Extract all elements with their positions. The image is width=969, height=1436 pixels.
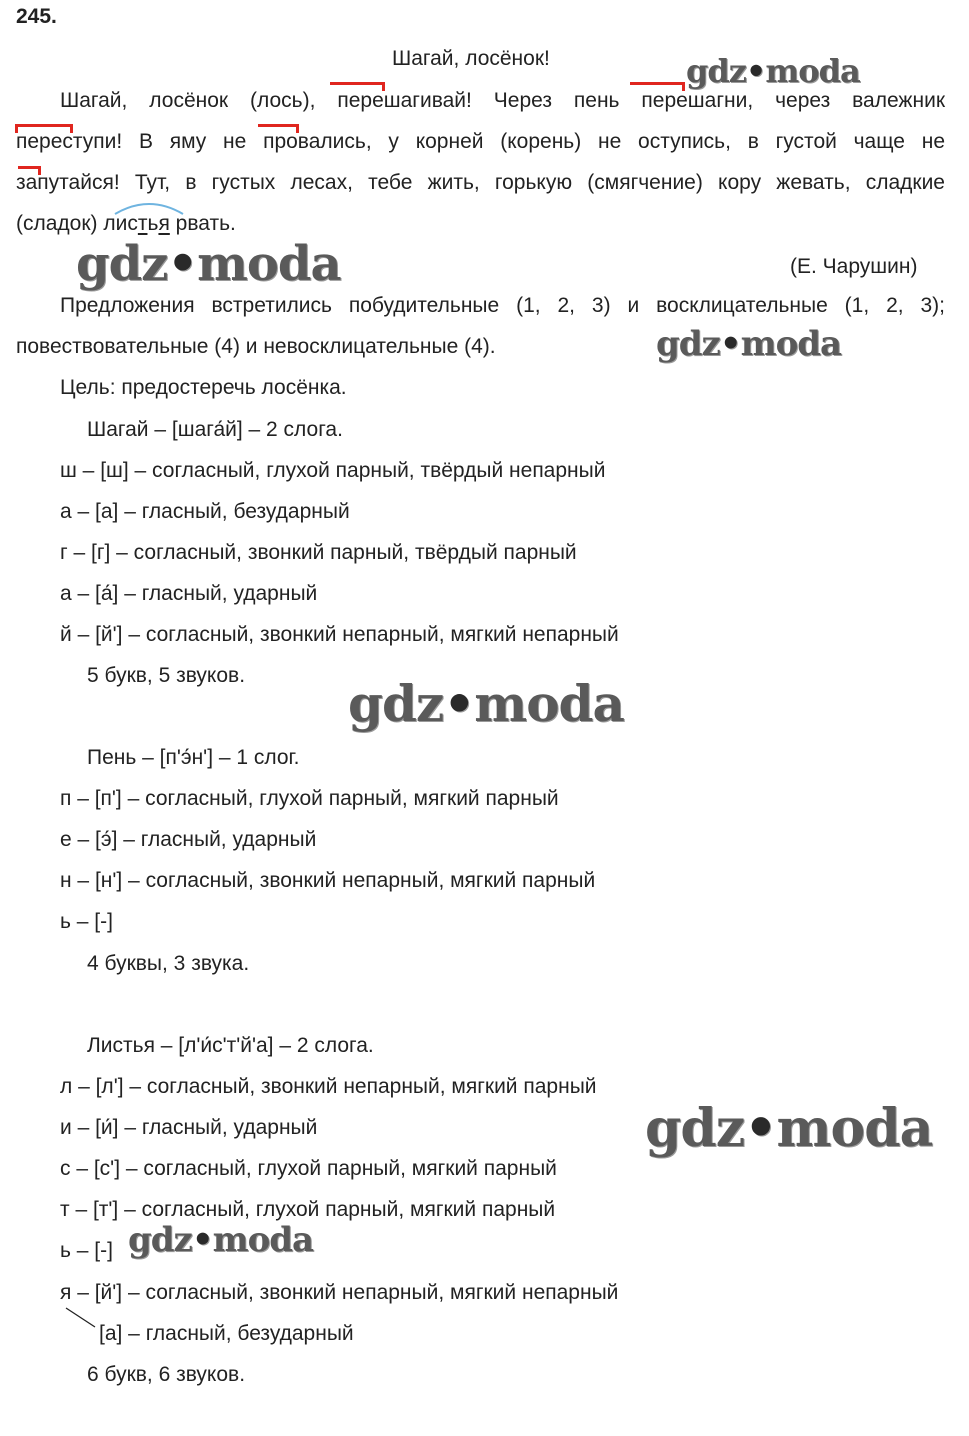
word3-extra: [а] – гласный, безударный — [99, 1322, 354, 1345]
word2-row: ь – [-] — [60, 910, 113, 933]
word3-row: т – [т'] – согласный, глухой парный, мягкий парный — [60, 1198, 556, 1221]
branch-line — [64, 1306, 98, 1330]
word1-header: Шагай – [шага́й] – 2 слога. — [87, 418, 343, 441]
text-part: (сладок) лис — [16, 212, 138, 235]
text-part: рвать. — [169, 212, 236, 235]
task-number: 245. — [16, 5, 57, 28]
word3-total: 6 букв, 6 звуков. — [87, 1363, 246, 1386]
watermark: gdz•moda — [645, 1098, 933, 1159]
word3-row: я – [й'] – согласный, звонкий непарный, мягкий непарный — [60, 1281, 619, 1304]
word1-row: а – [а́] – гласный, ударный — [60, 582, 318, 605]
watermark: gdz•moda — [656, 324, 842, 364]
watermark: gdz•moda — [348, 674, 624, 733]
word3-header: Листья – [л'и́с'т'й'а] – 2 слога. — [87, 1034, 374, 1057]
word2-header: Пень – [п'э́н'] – 1 слог. — [87, 746, 300, 769]
word1-row: й – [й'] – согласный, звонкий непарный, мягкий непарный — [60, 623, 619, 646]
word2-row: п – [п'] – согласный, глухой парный, мягкий парный — [60, 787, 559, 810]
text-line-1: Шагай, лосёнок (лось), перешагивай! Через пень перешагни, через валежник — [60, 89, 945, 112]
underlined-letter: т — [137, 212, 148, 235]
word1-total: 5 букв, 5 звуков. — [87, 664, 246, 687]
author: (Е. Чарушин) — [790, 255, 918, 278]
word3-row: с – [с'] – согласный, глухой парный, мягкий парный — [60, 1157, 557, 1180]
text-part: ь — [147, 212, 159, 235]
word2-total: 4 буквы, 3 звука. — [87, 952, 250, 975]
watermark: gdz•moda — [686, 52, 860, 90]
underlined-letter: я — [158, 212, 170, 235]
word3-row: л – [л'] – согласный, звонкий непарный, мягкий парный — [60, 1075, 597, 1098]
goal: Цель: предостеречь лосёнка. — [60, 376, 347, 399]
text-line-2: переступи! В яму не провались, у корней (корень) не оступись, в густой чаще не — [16, 130, 945, 153]
text-title: Шагай, лосёнок! — [392, 47, 550, 70]
analysis-line-2: повествовательные (4) и невосклицательные (4). — [16, 335, 496, 358]
word2-row: е – [э́] – гласный, ударный — [60, 828, 317, 851]
text-line-4 — [16, 211, 236, 237]
word2-row: н – [н'] – согласный, звонкий непарный, мягкий парный — [60, 869, 596, 892]
watermark: gdz•moda — [128, 1220, 314, 1260]
word1-row: ш – [ш] – согласный, глухой парный, твёрдый непарный — [60, 459, 606, 482]
word1-row: г – [г] – согласный, звонкий парный, твёрдый парный — [60, 541, 577, 564]
word3-row: ь – [-] — [60, 1239, 113, 1262]
word3-row: и – [и́] – гласный, ударный — [60, 1116, 318, 1139]
watermark: gdz•moda — [76, 236, 341, 292]
analysis-line-1: Предложения встретились побудительные (1, 2, 3) и восклицательные (1, 2, 3); — [60, 294, 945, 317]
text-line-3: запутайся! Тут, в густых лесах, тебе жить, горькую (смягчение) кору жевать, сладкие — [16, 171, 945, 194]
word1-row: а – [а] – гласный, безударный — [60, 500, 350, 523]
